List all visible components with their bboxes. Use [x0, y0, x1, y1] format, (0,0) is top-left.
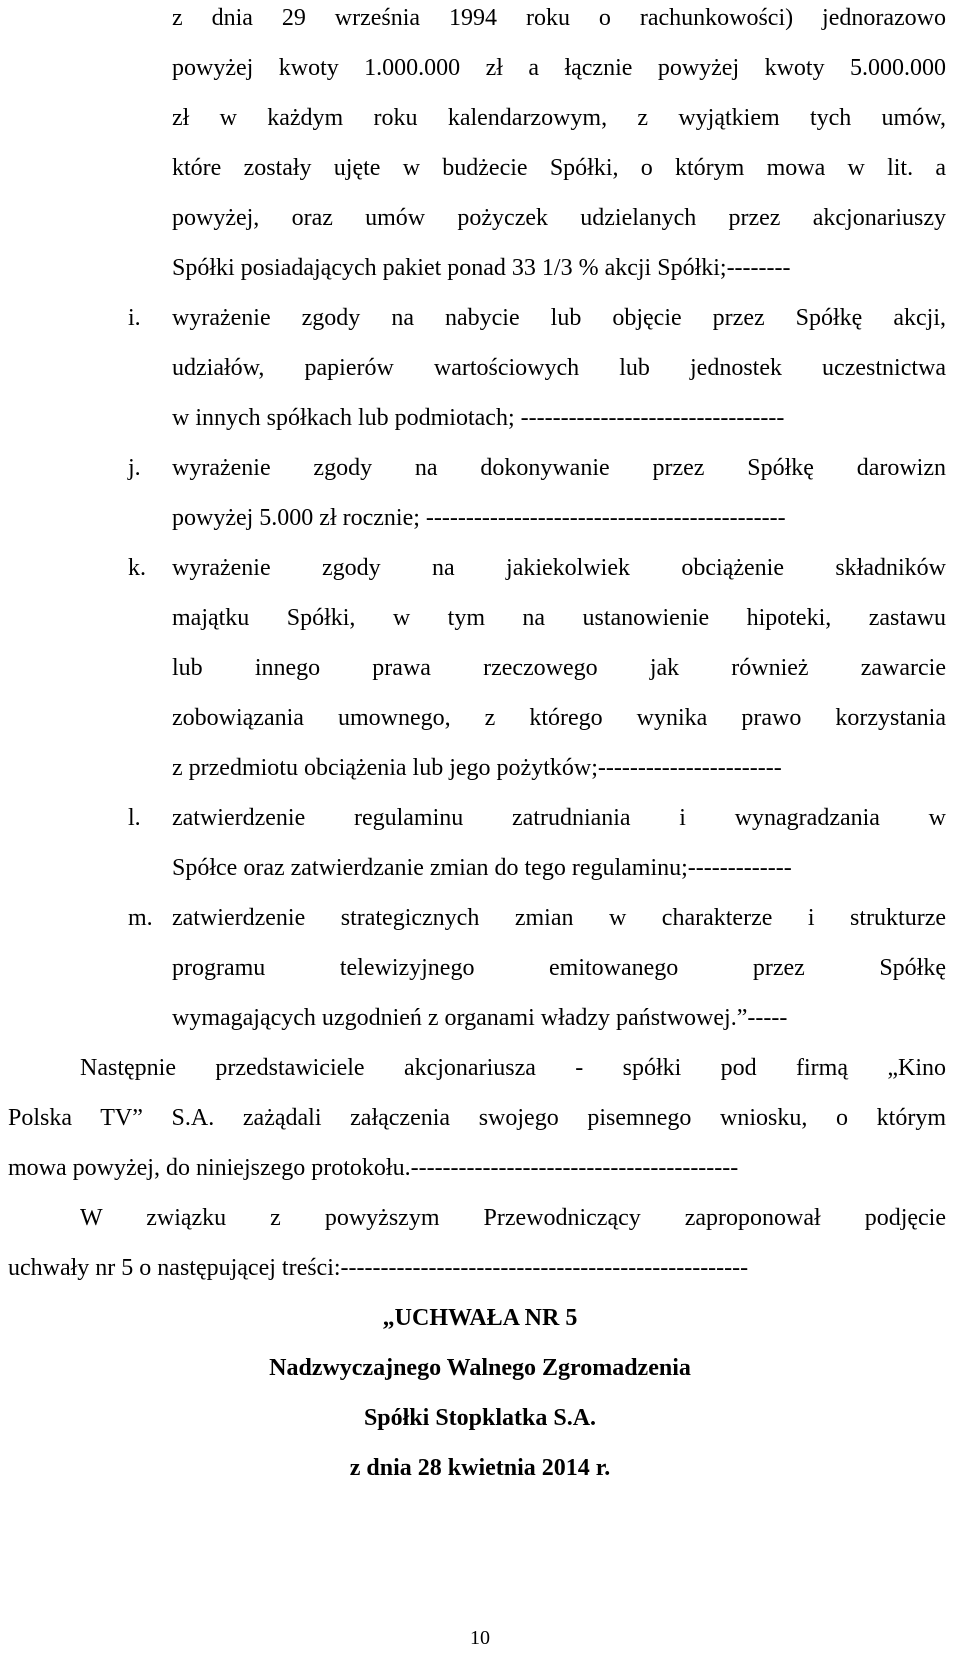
list-item-k-line: majątku Spółki, w tym na ustanowienie hipoteki, zastawu	[172, 606, 946, 631]
paragraph-line: powyżej, oraz umów pożyczek udzielanych przez akcjonariuszy	[172, 206, 946, 231]
resolution-company: Spółki Stopklatka S.A.	[363, 1405, 597, 1431]
paragraph-line: Spółki posiadających pakiet ponad 33 1/3 % akcji Spółki;--------	[172, 255, 791, 281]
paragraph-line: W związku z powyższym Przewodniczący zaproponował podjęcie	[80, 1206, 946, 1231]
paragraph-line: z dnia 29 września 1994 roku o rachunkowości) jednorazowo	[172, 6, 946, 31]
list-item-m-line: wymagających uzgodnień z organami władzy państwowej.”-----	[172, 1005, 788, 1031]
list-item-k-line: wyrażenie zgody na jakiekolwiek obciążenie składników	[172, 556, 946, 581]
list-marker-i: i.	[128, 305, 141, 331]
list-marker-j: j.	[128, 455, 141, 481]
paragraph-line: które zostały ujęte w budżecie Spółki, o którym mowa w lit. a	[172, 156, 946, 181]
list-item-m-line: programu telewizyjnego emitowanego przez Spółkę	[172, 956, 946, 981]
resolution-title: „UCHWAŁA NR 5	[382, 1305, 578, 1331]
list-item-m-line: zatwierdzenie strategicznych zmian w charakterze i strukturze	[172, 906, 946, 931]
paragraph-line: mowa powyżej, do niniejszego protokołu.-----------------------------------------	[8, 1155, 739, 1181]
resolution-body-name: Nadzwyczajnego Walnego Zgromadzenia	[269, 1355, 691, 1381]
page-number: 10	[470, 1627, 490, 1649]
list-item-k-line: zobowiązania umownego, z którego wynika prawo korzystania	[172, 706, 946, 731]
list-item-l-line: zatwierdzenie regulaminu zatrudniania i wynagradzania w	[172, 806, 946, 831]
resolution-date: z dnia 28 kwietnia 2014 r.	[349, 1455, 611, 1481]
list-item-j-line: powyżej 5.000 zł rocznie; ---------------------------------------------	[172, 505, 786, 531]
paragraph-line: Następnie przedstawiciele akcjonariusza - spółki pod firmą „Kino	[80, 1056, 946, 1081]
list-item-k-line: z przedmiotu obciążenia lub jego pożytków;-----------------------	[172, 755, 782, 781]
list-marker-l: l.	[128, 805, 141, 831]
paragraph-line: zł w każdym roku kalendarzowym, z wyjątkiem tych umów,	[172, 106, 946, 131]
list-item-j-line: wyrażenie zgody na dokonywanie przez Spółkę darowizn	[172, 456, 946, 481]
paragraph-line: powyżej kwoty 1.000.000 zł a łącznie powyżej kwoty 5.000.000	[172, 56, 946, 81]
paragraph-line: uchwały nr 5 o następującej treści:---------------------------------------------------	[8, 1255, 749, 1281]
list-marker-m: m.	[128, 905, 153, 931]
list-item-i-line: wyrażenie zgody na nabycie lub objęcie przez Spółkę akcji,	[172, 306, 946, 331]
list-item-i-line: udziałów, papierów wartościowych lub jednostek uczestnictwa	[172, 356, 946, 381]
list-item-l-line: Spółce oraz zatwierdzanie zmian do tego regulaminu;-------------	[172, 855, 792, 881]
list-marker-k: k.	[128, 555, 146, 581]
list-item-k-line: lub innego prawa rzeczowego jak również zawarcie	[172, 656, 946, 681]
list-item-i-line: w innych spółkach lub podmiotach; ---------------------------------	[172, 405, 785, 431]
paragraph-line: Polska TV” S.A. zażądali załączenia swojego pisemnego wniosku, o którym	[8, 1106, 946, 1131]
